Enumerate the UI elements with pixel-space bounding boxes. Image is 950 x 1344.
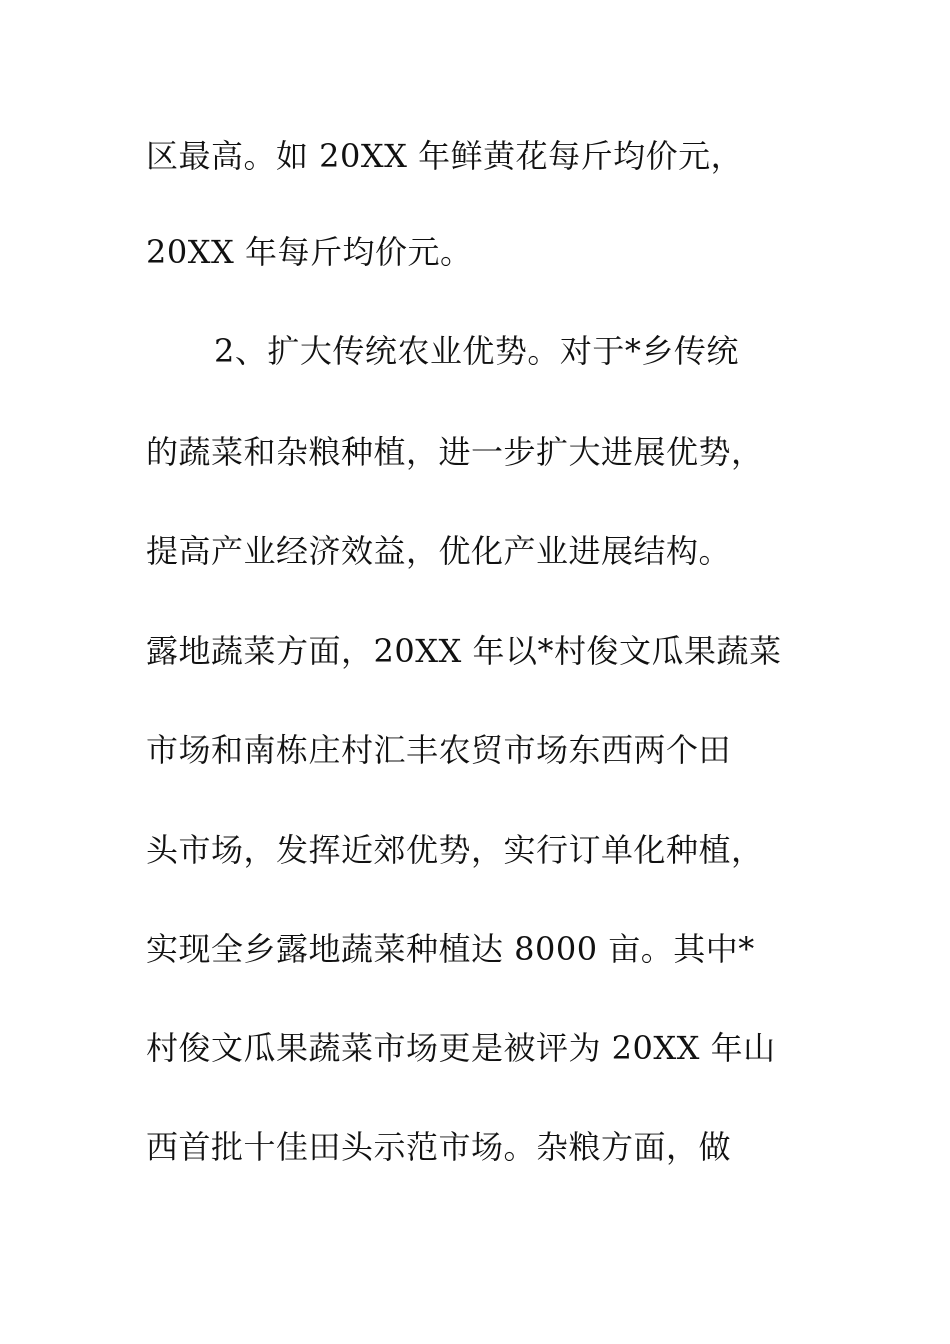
text-line: 的蔬菜和杂粮种植，进一步扩大进展优势， <box>146 433 764 471</box>
text-line: 提高产业经济效益，优化产业进展结构。 <box>146 532 732 570</box>
text-line: 20XX 年每斤均价元。 <box>146 233 473 271</box>
text-line: 西首批十佳田头示范市场。杂粮方面，做 <box>146 1128 732 1166</box>
paragraph-start-line: 2、扩大传统农业优势。对于*乡传统 <box>214 332 739 370</box>
text-line: 市场和南栋庄村汇丰农贸市场东西两个田 <box>146 731 732 769</box>
text-line: 村俊文瓜果蔬菜市场更是被评为 20XX 年山 <box>146 1029 776 1067</box>
text-line: 实现全乡露地蔬菜种植达 8000 亩。其中* <box>146 930 755 968</box>
text-line: 头市场，发挥近郊优势，实行订单化种植， <box>146 831 764 869</box>
text-line: 区最高。如 20XX 年鲜黄花每斤均价元， <box>146 137 744 175</box>
text-line: 露地蔬菜方面，20XX 年以*村俊文瓜果蔬菜 <box>146 632 782 670</box>
